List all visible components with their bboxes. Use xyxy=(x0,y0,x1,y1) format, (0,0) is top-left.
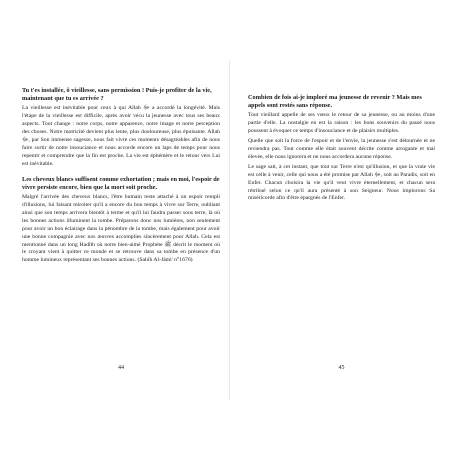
left-section1-paragraph: La vieillesse est inévitable pour ceux à qui Allah ﷻ a accordé la longévité. Mais l'étape de la vieillesse est difficile, après avoir vécu la jeunesse avec tous ses beaux aspects. Tout change : notre corps, notre apparence, notre image et notre perception des choses. Notre motricité devient plus lente, plus douloureuse, plus épuisante. Allah ﷻ, par Son immense sagesse, nous fait vivre ces moments désagréables afin de nous faire sortir de notre insouciance et nous accorde encore un laps de temps pour nous repentir et comprendre que la fin est proche. La vie est éphémère et le retour vers Lui est inévitable. xyxy=(22,105,220,167)
left-section2-heading: Les cheveux blancs suffisent comme exhortation ; mais en moi, l'espoir de vivre persiste encore, bien que la mort soit proche. xyxy=(22,175,220,191)
left-page-number: 44 xyxy=(118,365,124,371)
right-section1-paragraph3: Le sage sait, à cet instant, que tout sur Terre n'est qu'illusion, et que la vraie vie est celle à venir, celle qui nous a été promise par Allah ﷻ, soit au Paradis, soit en Enfer. Chacun choisira la vie qu'il veut vivre éternellement, et chacun sera rétribué selon ce qu'il aura présenté à son Seigneur. Nous implorons Sa miséricorde afin d'être épargnés de l'Enfer. xyxy=(248,163,435,202)
right-page-content xyxy=(248,94,435,205)
right-section1-paragraph2: Quelle que soit la force de l'espoir et de l'envie, la jeunesse s'est détournée et ne reviendra pas. Tout comme elle était souvent décrite comme arrogante et mal élevée, elle nous ignorera et ne nous accordera aucune réponse. xyxy=(248,138,435,160)
left-section1-heading: Tu t'es installée, ô vieillesse, sans permission ! Puis-je profiter de la vie, maintenant que tu es arrivée ? xyxy=(22,87,212,103)
left-page-content xyxy=(22,87,220,267)
right-section1-heading: Combien de fois ai-je imploré ma jeunesse de revenir ? Mais mes appels sont restés sans réponse. xyxy=(248,94,422,110)
right-page-number: 45 xyxy=(338,365,345,371)
right-section1-paragraph1: Tout vieillard appelle de ses vœux le retour de sa jeunesse, ou au moins d'une partie d'elle. La nostalgie en est la raison : les bons souvenirs du passé nous poussent à évoquer ce temps d'insouciance et de plaisirs multiples. xyxy=(248,112,435,135)
right-page xyxy=(248,0,435,450)
left-section2-paragraph: Malgré l'arrivée des cheveux blancs, l'être humain reste attaché à un espoir rempli d'illusions, lui faisant miroiter qu'il a encore du bon temps à vivre sur Terre, oubliant ainsi que son temps arrivera bientôt à terme et qu'il lui faudra passer sous terre, là où les bonnes actions illuminent la tombe. Préparons donc nos lumières, non seulement pour avoir un bon éclairage dans la pénombre de la tombe, mais également pour avoir une bonne compagnie avec nos œuvres accomplies sincèrement pour Allah. Cela est mentionné dans un long Hadîth où notre bien-aimé Prophète ﷺ décrit le moment où le croyant vient à quitter ce monde et se retrouve dans sa tombe en présence d'un homme lumineux représentant ses bonnes actions. (Sahîh Al-Jâmi' n°1676) xyxy=(22,194,220,264)
left-page xyxy=(22,0,220,450)
page-gutter xyxy=(229,60,230,400)
